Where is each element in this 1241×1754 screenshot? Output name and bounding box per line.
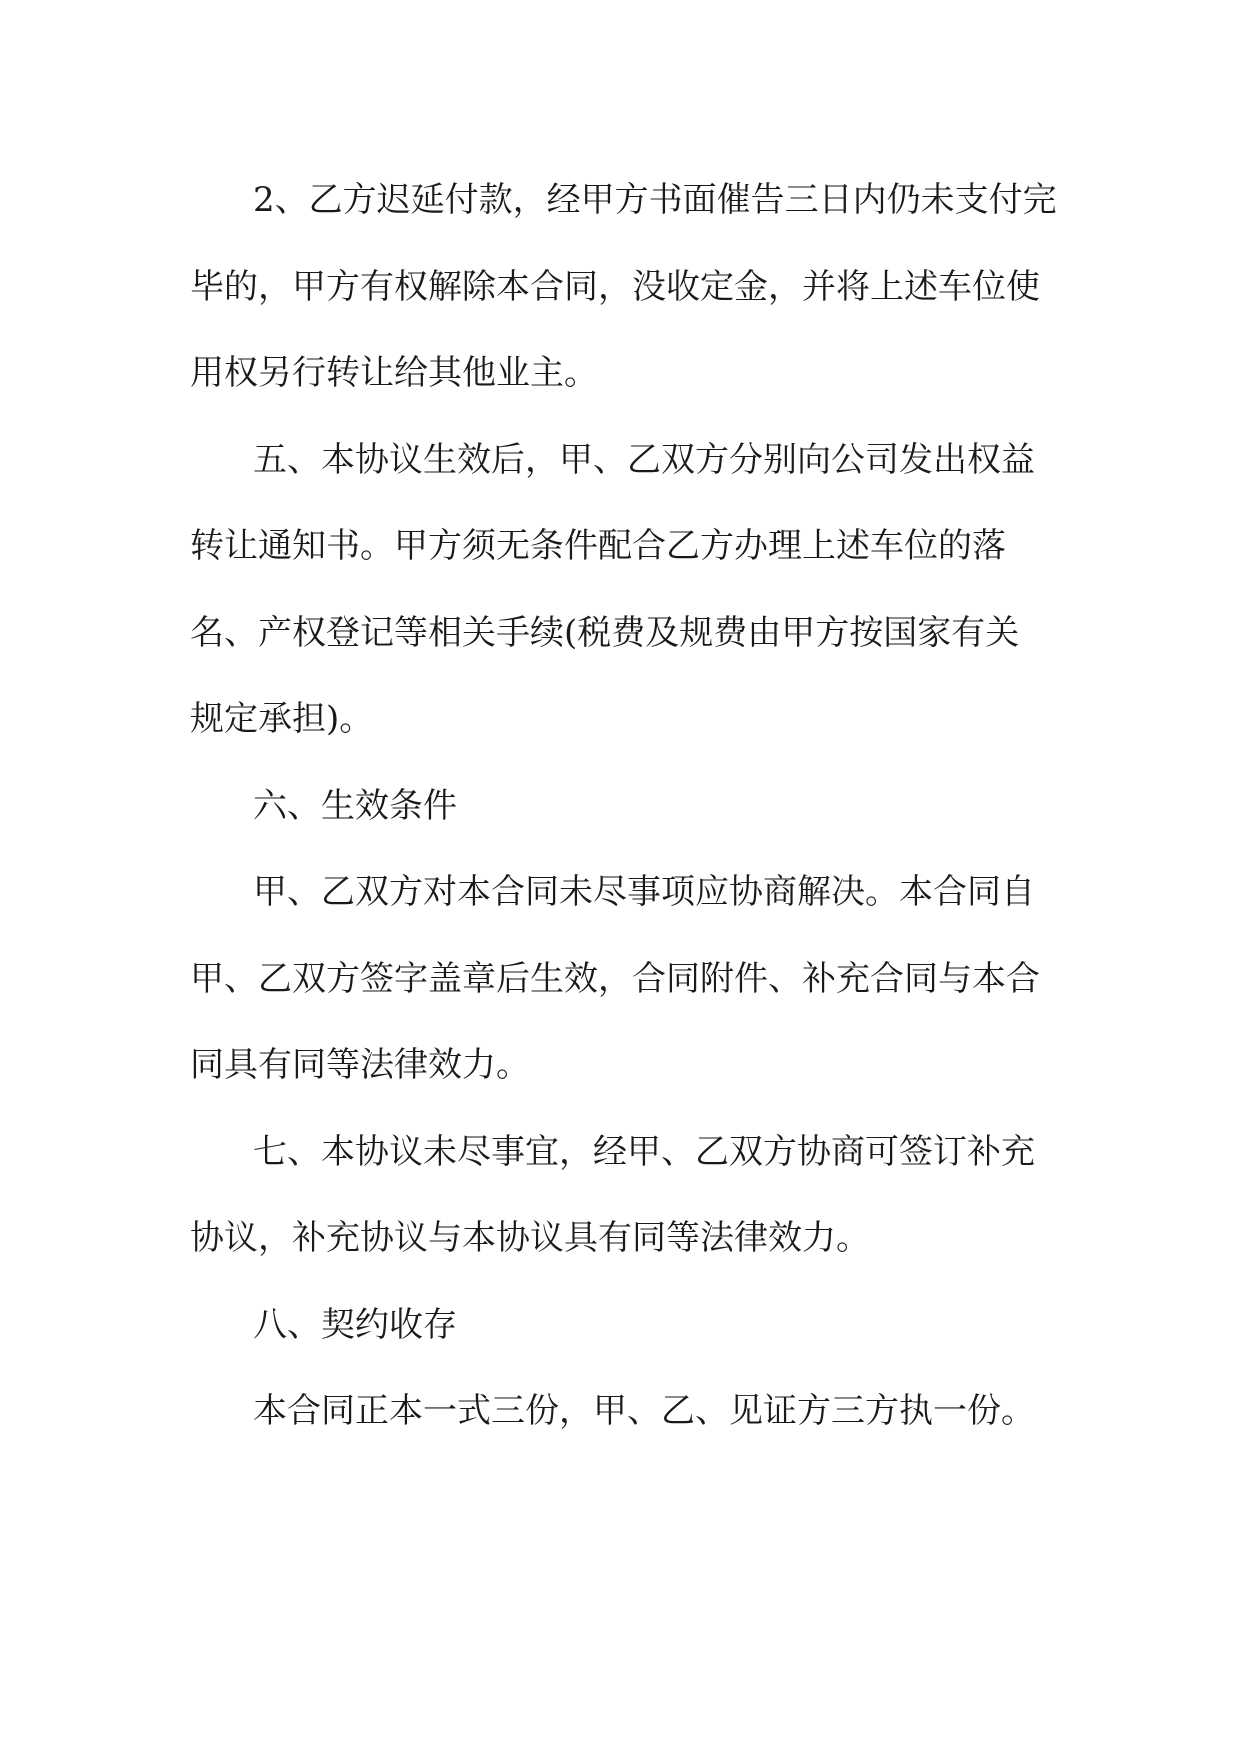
paragraph-line: 规定承担)。 [190,699,374,739]
section-heading: 六、生效条件 [253,786,457,826]
paragraph-line: 甲、乙双方对本合同未尽事项应协商解决。本合同自 [253,872,1035,912]
section-heading: 八、契约收存 [253,1305,457,1345]
paragraph-line: 同具有同等法律效力。 [190,1045,530,1085]
paragraph-line: 毕的，甲方有权解除本合同，没收定金，并将上述车位使 [190,267,1040,307]
paragraph-line: 名、产权登记等相关手续(税费及规费由甲方按国家有关 [190,613,1020,653]
paragraph-line: 甲、乙双方签字盖章后生效，合同附件、补充合同与本合 [190,959,1040,999]
paragraph-line: 2、乙方迟延付款，经甲方书面催告三日内仍未支付完 [253,180,1057,220]
paragraph-line: 转让通知书。甲方须无条件配合乙方办理上述车位的落 [190,526,1006,566]
paragraph-line: 协议，补充协议与本协议具有同等法律效力。 [190,1218,870,1258]
paragraph-line: 用权另行转让给其他业主。 [190,353,598,393]
paragraph-line: 五、本协议生效后，甲、乙双方分别向公司发出权益 [253,440,1035,480]
paragraph-line: 七、本协议未尽事宜，经甲、乙双方协商可签订补充 [253,1132,1035,1172]
paragraph-line: 本合同正本一式三份，甲、乙、见证方三方执一份。 [253,1391,1035,1431]
